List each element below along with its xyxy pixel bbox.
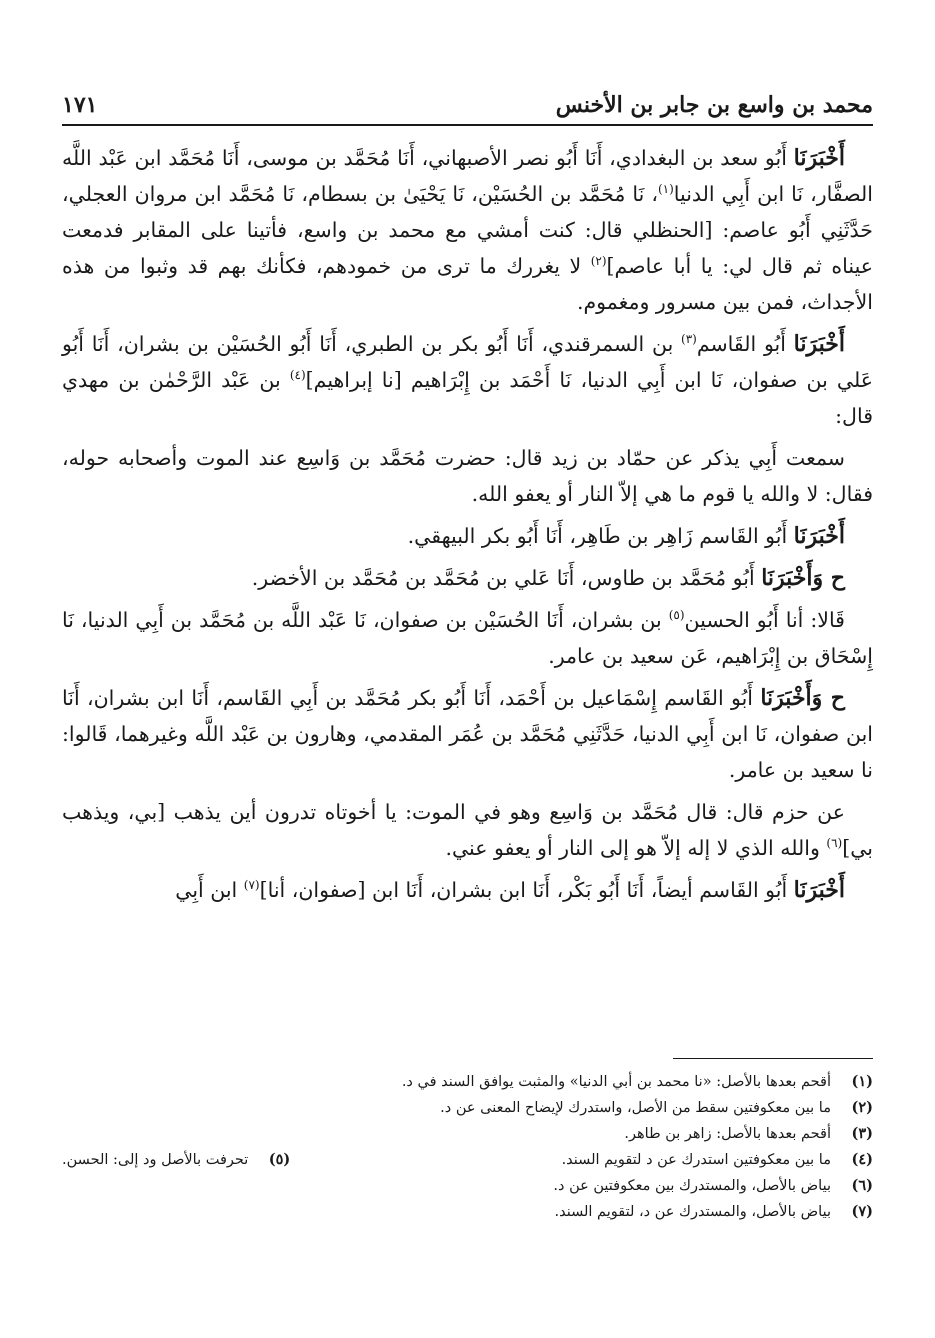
paragraph-text: والله الذي لا إله إلاّ هو إلى النار أو يعفو عني.: [445, 836, 827, 860]
footnote-number: (١): [851, 1073, 873, 1090]
paragraph: [62, 440, 873, 512]
footnote-text: بياض بالأصل، والمستدرك عن د، لتقويم السند.: [554, 1204, 831, 1220]
footnote-number: (٧): [851, 1203, 873, 1220]
footnote-number: (٦): [851, 1177, 873, 1194]
footnote-number: (٥): [268, 1151, 291, 1168]
footnote: [62, 1095, 873, 1121]
narration-keyword: أَخْبَرَنَا: [793, 331, 845, 357]
paragraph: [62, 140, 873, 320]
narration-keyword: أَخْبَرَنَا: [793, 523, 845, 549]
footnote: [62, 1199, 873, 1225]
footnote-text: ما بين معكوفتين استدرك عن د لتقويم السند.: [561, 1152, 831, 1168]
footnotes: [62, 1058, 873, 1225]
footnote-marker: (٣): [681, 332, 697, 347]
paragraph-text: سمعت أَبِي يذكر عن حمّاد بن زيد قال: حضرت مُحَمَّد بن وَاسِع عند الموت وأصحابه حوله، فقال: لا والله يا قوم ما هي إلاّ النار أو يعفو الله.: [62, 446, 873, 506]
paragraph-text: ابن أَبِي: [175, 878, 244, 902]
footnote-text: تحرفت بالأصل ود إلى: الحسن.: [62, 1152, 249, 1168]
footnote-marker: (٢): [590, 254, 607, 269]
narration-keyword: ح وَأَخْبَرَنَا: [760, 685, 845, 711]
footnote: [62, 1147, 290, 1173]
paragraph: [62, 602, 873, 674]
paragraph: [62, 518, 873, 554]
page-header: [62, 78, 873, 126]
paragraph-text: أَبُو القَاسم: [696, 332, 794, 356]
paragraph-text: عن حزم قال: قال مُحَمَّد بن وَاسِع وهو في الموت: يا أخوتاه تدرون أين يذهب [بي، ويذهب بي]: [62, 800, 873, 860]
footnote-marker: (٤): [289, 368, 306, 383]
paragraph: [62, 326, 873, 434]
paragraph-text: لا يغررك ما ترى من خمودهم، فكأنك بهم قد وثبوا من هذه الأجداث، فمن بين مسرور ومغموم.: [62, 254, 873, 314]
main-text: [62, 140, 873, 914]
footnote-row: [62, 1147, 873, 1173]
paragraph-text: أَبُو القَاسم إِسْمَاعيل بن أَحْمَد، أَنَا أَبُو بكر مُحَمَّد بن أَبِي القَاسم، أَنَا ابن بشران، أَنَا ابن صفوان، نَا ابن أَبِي الدنيا، حَدَّثَنِي مُحَمَّد بن عُمَر المقدمي، وهارون بن عَبْد اللَّه وغيرهما، قَالوا: نا سعيد بن عامر.: [62, 686, 873, 782]
footnote-text: أقحم بعدها بالأصل: زاهر بن طاهر.: [624, 1126, 831, 1142]
paragraph-text: أَبُو مُحَمَّد بن طاوس، أَنَا عَلي بن مُحَمَّد بن مُحَمَّد بن الأخضر.: [251, 566, 762, 590]
footnote-text: ما بين معكوفتين سقط من الأصل، واستدرك لإيضاح المعنى عن د.: [440, 1100, 831, 1116]
paragraph-text: قَالا: أنا أَبُو الحسين: [684, 608, 845, 632]
footnote-divider: [673, 1058, 873, 1059]
paragraph-text: بن بشران، أَنَا الحُسَيْن بن صفوان، نَا عَبْد اللَّه بن مُحَمَّد بن أَبِي الدنيا، نَا إِسْحَاق بن إِبْرَاهيم، عَن سعيد بن عامر.: [62, 608, 873, 668]
footnote: [62, 1121, 873, 1147]
footnote-text: بياض بالأصل، والمستدرك بين معكوفتين عن د.: [553, 1178, 831, 1194]
footnote: [562, 1147, 873, 1173]
paragraph-text: أَبُو القَاسم أيضاً، أَنَا أَبُو بَكْر، أَنَا ابن بشران، أَنَا ابن [صفوان، أنا]: [259, 878, 794, 902]
footnote: [62, 1173, 873, 1199]
paragraph-text: ، نَا مُحَمَّد بن الحُسَيْن، نَا يَحْيَىٰ بن بسطام، نَا مُحَمَّد ابن مروان العجلي، حَدَّثَنِي أَبُو عاصم: [الحنظلي قال: كنت أمشي مع محمد بن واسع، فأتينا على المقابر فدمعت عيناه ثم قال لي: يا أبا عاصم]: [62, 182, 873, 278]
paragraph: [62, 560, 873, 596]
footnote-number: (٣): [851, 1125, 873, 1142]
running-title: محمد بن واسع بن جابر بن الأخنس: [555, 92, 873, 118]
page-number: ١٧١: [62, 92, 98, 118]
footnote-text: أقحم بعدها بالأصل: «نا محمد بن أبي الدنيا» والمثبت يوافق السند في د.: [401, 1074, 831, 1090]
paragraph-text: أَبُو القَاسم زَاهِر بن طَاهِر، أَنَا أَبُو بكر البيهقي.: [407, 524, 794, 548]
footnote-marker: (١): [657, 182, 674, 197]
paragraph-text: أَبُو سعد بن البغدادي، أَنَا أَبُو نصر الأصبهاني، أَنَا مُحَمَّد بن موسى، أَنَا مُحَمَّد ابن عَبْد اللَّه الصفَّار، نَا ابن أَبِي الدنيا: [62, 146, 873, 206]
paragraph-text: بن عَبْد الرَّحْمٰن بن مهدي قال:: [62, 368, 873, 428]
paragraph: [62, 872, 873, 908]
footnote-marker: (٥): [668, 608, 685, 623]
footnote-marker: (٧): [243, 878, 260, 893]
narration-keyword: أَخْبَرَنَا: [793, 145, 845, 171]
narration-keyword: أَخْبَرَنَا: [793, 877, 845, 903]
narration-keyword: ح وَأَخْبَرَنَا: [761, 565, 845, 591]
paragraph: [62, 794, 873, 866]
footnote-number: (٢): [851, 1099, 873, 1116]
paragraph-text: بن السمرقندي، أَنَا أَبُو بكر بن الطبري، أَنَا أَبُو الحُسَيْن بن بشران، أَنَا أَبُو عَلي بن صفوان، نَا ابن أَبِي الدنيا، نَا أَحْمَد بن إِبْرَاهيم [نا إبراهيم]: [62, 332, 873, 392]
footnote: [62, 1069, 873, 1095]
paragraph: [62, 680, 873, 788]
footnote-number: (٤): [851, 1151, 873, 1168]
footnote-marker: (٦): [826, 836, 843, 851]
